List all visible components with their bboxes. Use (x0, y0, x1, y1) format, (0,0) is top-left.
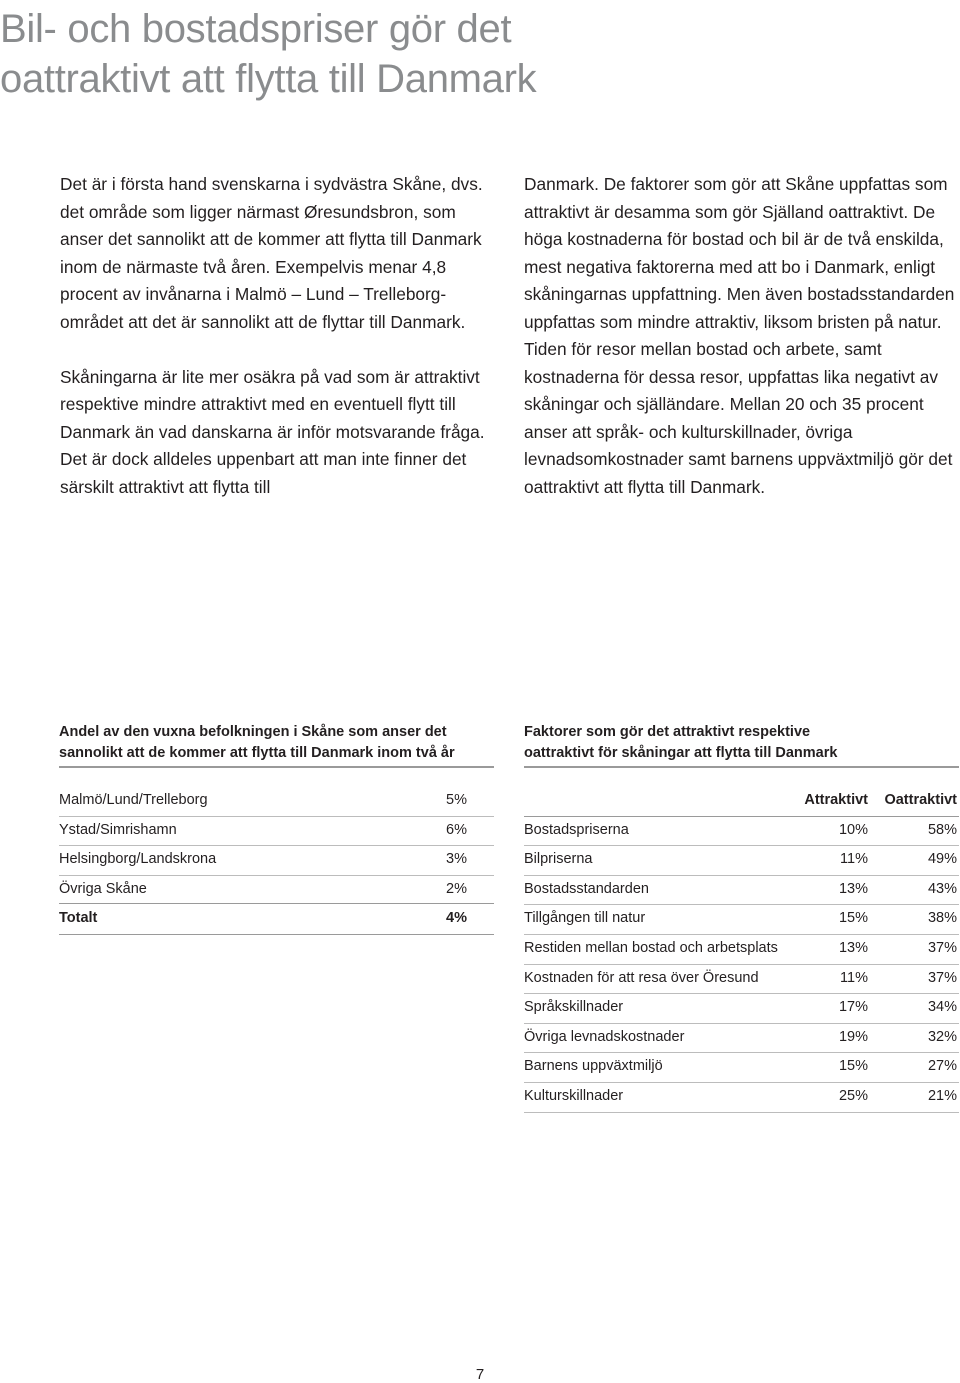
table-row (524, 816, 959, 847)
page-number: 7 (475, 1366, 485, 1383)
column-header-attraktivt: Attraktivt (804, 792, 868, 808)
row-value-oattraktivt: 21% (927, 1088, 957, 1104)
row-value-oattraktivt: 37% (927, 940, 957, 956)
row-value-attraktivt: 17% (838, 999, 868, 1016)
row-label: Restiden mellan bostad och arbetsplats (524, 940, 778, 956)
table1-title-line-1: Andel av den vuxna befolkningen i Skåne som anser det (59, 724, 447, 740)
table2-title (524, 722, 960, 764)
table-row (524, 875, 959, 906)
row-value-attraktivt: 13% (838, 880, 868, 897)
row-label: Övriga levnadskostnader (524, 1028, 685, 1045)
row-label: Malmö/Lund/Trelleborg (59, 792, 208, 808)
table1-title (59, 722, 499, 764)
total-value: 4% (446, 910, 467, 927)
row-label: Ystad/Simrishamn (59, 821, 177, 838)
row-value-attraktivt: 25% (838, 1088, 868, 1104)
table-row (59, 875, 494, 905)
body-column-left (60, 171, 490, 501)
row-value-attraktivt: 13% (838, 940, 868, 956)
row-label: Kostnaden för att resa över Öresund (524, 969, 759, 986)
table-row (524, 904, 959, 935)
table-row (59, 845, 494, 876)
table-row (524, 993, 959, 1024)
row-label: Språkskillnader (524, 999, 624, 1016)
row-value-attraktivt: 11% (840, 851, 868, 868)
total-label: Totalt (59, 910, 98, 927)
row-label: Tillgången till natur (524, 910, 646, 927)
table-row (524, 1052, 959, 1083)
body-paragraph: Skåningarna är lite mer osäkra på vad som är attraktivt respektive mindre attraktivt med en eventuell flytt till Danmark än vad danskarna är inför motsvarande fråga. Det är dock alldeles uppenbart att man inte finner det särskilt attraktivt att flytta till (60, 366, 485, 497)
body-paragraph: Danmark. De faktorer som gör att Skåne uppfattas som attraktivt är desamma som gör Själland oattraktivt. De höga kostnaderna för bostad och bil är de två enskilda, mest negativa faktorerna med att bo i Danmark, enligt skåningarnas uppfattning. Men även bostadsstandarden uppfattas som mindre attraktiv, liksom bristen på natur. Tiden för resor mellan bostad och arbete, samt kostnaderna för dessa resor, uppfattas lika negativt av skåningar och själländare. Mellan 20 och 35 procent anser att språk- och kulturskillnader, övriga levnadsomkostnader samt barnens uppväxtmiljö gör det oattraktivt att flytta till Danmark. (524, 174, 955, 497)
row-value-attraktivt: 10% (838, 821, 868, 838)
page-title-line-2: oattraktivt att flytta till Danmark (0, 57, 537, 101)
row-label: Övriga Skåne (59, 880, 147, 897)
table-row (59, 816, 494, 847)
row-value-oattraktivt: 43% (927, 880, 957, 897)
row-value-oattraktivt: 27% (927, 1058, 957, 1075)
row-value-oattraktivt: 32% (927, 1028, 957, 1045)
row-label: Kulturskillnader (524, 1088, 624, 1104)
table1-title-rule (59, 766, 494, 768)
table-header-row (524, 786, 959, 817)
row-value: 3% (446, 851, 467, 868)
row-value-oattraktivt: 37% (927, 969, 957, 986)
table1-title-line-2: sannolikt att de kommer att flytta till Danmark inom två år (59, 745, 455, 761)
table-row (524, 845, 959, 876)
row-value-oattraktivt: 34% (927, 999, 957, 1016)
body-paragraph: Det är i första hand svenskarna i sydvästra Skåne, dvs. det område som ligger närmast Øresundsbron, som anser det sannolikt att de kommer att flytta till Danmark inom de närmaste två åren. Exempelvis menar 4,8 procent av invånarna i Malmö – Lund – Trelleborg-området att det är sannolikt att de flyttar till Danmark. (60, 174, 483, 332)
table-row (59, 786, 494, 817)
table-row (524, 934, 959, 965)
row-value-attraktivt: 19% (838, 1028, 868, 1045)
row-value: 2% (446, 880, 467, 897)
column-header-oattraktivt: Oattraktivt (884, 792, 957, 808)
row-label: Bilpriserna (524, 851, 593, 868)
row-label: Helsingborg/Landskrona (59, 851, 217, 868)
row-label: Bostadsstandarden (524, 880, 649, 897)
row-value-oattraktivt: 58% (927, 821, 957, 838)
table-total-row (59, 903, 494, 935)
page-title (0, 4, 940, 104)
body-column-right (524, 171, 960, 501)
table-row (524, 964, 959, 995)
table2-title-rule (524, 766, 959, 768)
row-value: 6% (446, 821, 467, 838)
table-row (524, 1082, 959, 1113)
table2-title-line-1: Faktorer som gör det attraktivt respektive (524, 724, 811, 740)
row-value-attraktivt: 11% (840, 969, 868, 986)
row-value-oattraktivt: 38% (927, 910, 957, 927)
row-label: Barnens uppväxtmiljö (524, 1058, 663, 1075)
row-value-attraktivt: 15% (838, 910, 868, 927)
row-label: Bostadspriserna (524, 821, 629, 838)
page-title-line-1: Bil- och bostadspriser gör det (0, 7, 512, 51)
row-value: 5% (446, 792, 467, 808)
table-row (524, 1023, 959, 1054)
row-value-attraktivt: 15% (838, 1058, 868, 1075)
table2-title-line-2: oattraktivt för skåningar att flytta till Danmark (524, 745, 838, 761)
row-value-oattraktivt: 49% (927, 851, 957, 868)
